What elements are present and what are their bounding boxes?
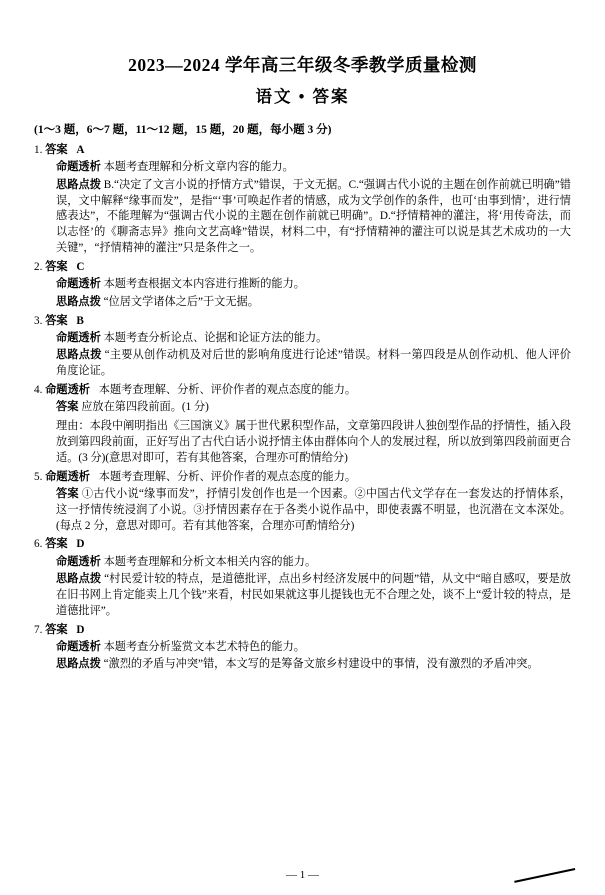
answer-value: A [76,144,86,156]
analysis-text: 本题考查理解和分析文章内容的能力。 [103,161,294,174]
tips-label: 思路点拨 [56,573,102,586]
question-block [34,536,571,619]
analysis-row [34,331,571,347]
question-block [34,382,571,466]
page-number: — 1 — [286,869,319,881]
analysis-text: 本题考查分析论点、论据和论证方法的能力。 [103,331,328,344]
answer-label: 答案 [56,487,79,500]
question-number: 1. [34,144,43,156]
tips-text: “激烈的矛盾与冲突”错，本文写的是筹备文旅乡村建设中的事情，没有激烈的矛盾冲突。 [103,658,539,671]
tips-text: “村民爱计较的特点，是道德批评，点出乡村经济发展中的问题”错，从文中“暗自感叹，要是放在旧书网上肯定能卖上几个钱”来看，村民如果就这事儿提钱也无不合理之处，谈不上“爱计较的特点，是道德批评”。 [56,573,571,617]
answer-row [34,313,571,329]
page-subtitle: 语文 • 答案 [255,87,350,106]
answer-label: 答案 [45,538,68,551]
reason-label: 理由： [56,419,90,432]
analysis-row [34,382,571,398]
analysis-row [34,277,571,293]
answer-row [34,487,571,535]
analysis-text: 本题考查理解、分析、评价作者的观点态度的能力。 [98,470,357,483]
analysis-row [34,555,571,571]
analysis-label: 命题透析 [56,161,101,174]
analysis-row [34,160,571,176]
answer-row [34,400,571,416]
tips-row [34,572,571,620]
answer-label: 答案 [45,144,68,156]
answer-label: 答案 [45,314,68,327]
analysis-label: 命题透析 [56,555,101,568]
analysis-label: 命题透析 [45,384,90,397]
answer-text: ①古代小说“缘事而发”，抒情引发创作也是一个因素。②中国古代文学存在一套发达的抒情体系，这一抒情传统浸润了小说。③抒情因素存在于各类小说作品中，即使表露不明显，也沉潜在文本深处。(每点 2 分，意思对即可。若有其他答案，合理亦可酌情给分) [56,487,571,532]
question-number: 5. [34,470,43,483]
analysis-label: 命题透析 [56,278,101,291]
page-title: 2023—2024 学年高三年级冬季教学质量检测 [128,55,477,75]
question-block [34,142,571,257]
reason-row [34,418,571,467]
tips-text: “主要从创作动机及对后世的影响角度进行论述”错误。材料一第四段是从创作动机、他人评价角度论证。 [56,349,571,378]
reason-text: 本段中阐明指出《三国演义》属于世代累积型作品，文章第四段讲人独创型作品的抒情性，插入段放到第四段前面，正好写出了古代白话小说抒情主体由群体向个人的发展过程，所以放到第四段前面更合适。(3 分)(意思对即可，若有其他答案，合理亦可酌情给分) [56,419,571,465]
answer-label: 答案 [45,623,68,636]
answer-text: 应放在第四段前面。(1 分) [81,401,209,414]
tips-label: 思路点拨 [56,349,102,362]
question-block [34,622,571,674]
answer-label: 答案 [56,401,79,414]
answer-value: D [76,623,86,636]
analysis-text: 本题考查理解、分析、评价作者的观点态度的能力。 [98,384,357,397]
analysis-label: 命题透析 [45,470,90,483]
question-number: 4. [34,384,43,397]
answer-row [34,259,571,275]
tips-text: B.“决定了文言小说的抒情方式”错误，于文无据。C.“强调古代小说的主题在创作前就已明确”错误，文中解释“缘事而发”，是指“‘事’可唤起作者的情感，成为文学创作的条件，也可‘由事到情’，进行情感表达”，不能理解为“强调古代小说的主题在创作前就已明确”。D.“抒情精神的灌注，将‘用传奇法，而以志怪’的《聊斋志异》推向文艺高峰”错误，材料二中，有“抒情精神的灌注可以说是其艺术成功的一大关键”，“抒情精神的灌注”只是条件之一。 [56,178,571,255]
question-block [34,259,571,311]
analysis-row [34,640,571,656]
question-number: 7. [34,623,43,636]
question-number: 3. [34,314,43,327]
answer-value: D [76,538,86,551]
tips-label: 思路点拨 [56,178,101,191]
tips-row [34,657,571,673]
question-number: 2. [34,261,43,274]
tips-label: 思路点拨 [56,295,101,308]
tips-label: 思路点拨 [56,658,101,671]
tips-row [34,295,571,311]
score-scope-note: (1～3 题，6～7 题，11～12 题，15 题，20 题，每小题 3 分) [34,124,332,136]
tips-row [34,348,571,380]
answer-row [34,142,571,158]
answer-value: C [76,261,86,274]
analysis-text: 本题考查理解和分析文本相关内容的能力。 [103,555,317,568]
analysis-text: 本题考查分析鉴赏文本艺术特色的能力。 [103,641,305,654]
tips-row [34,178,571,258]
question-block [34,469,571,535]
answer-row [34,622,571,638]
answer-value: B [76,314,85,327]
answer-label: 答案 [45,261,68,274]
tips-text: “位居文学诸体之后”于文无据。 [103,295,259,308]
question-block [34,313,571,380]
analysis-label: 命题透析 [56,331,101,344]
analysis-text: 本题考查根据文本内容进行推断的能力。 [103,278,305,291]
question-number: 6. [34,538,43,551]
analysis-row [34,469,571,485]
analysis-label: 命题透析 [56,641,101,654]
answer-row [34,536,571,552]
